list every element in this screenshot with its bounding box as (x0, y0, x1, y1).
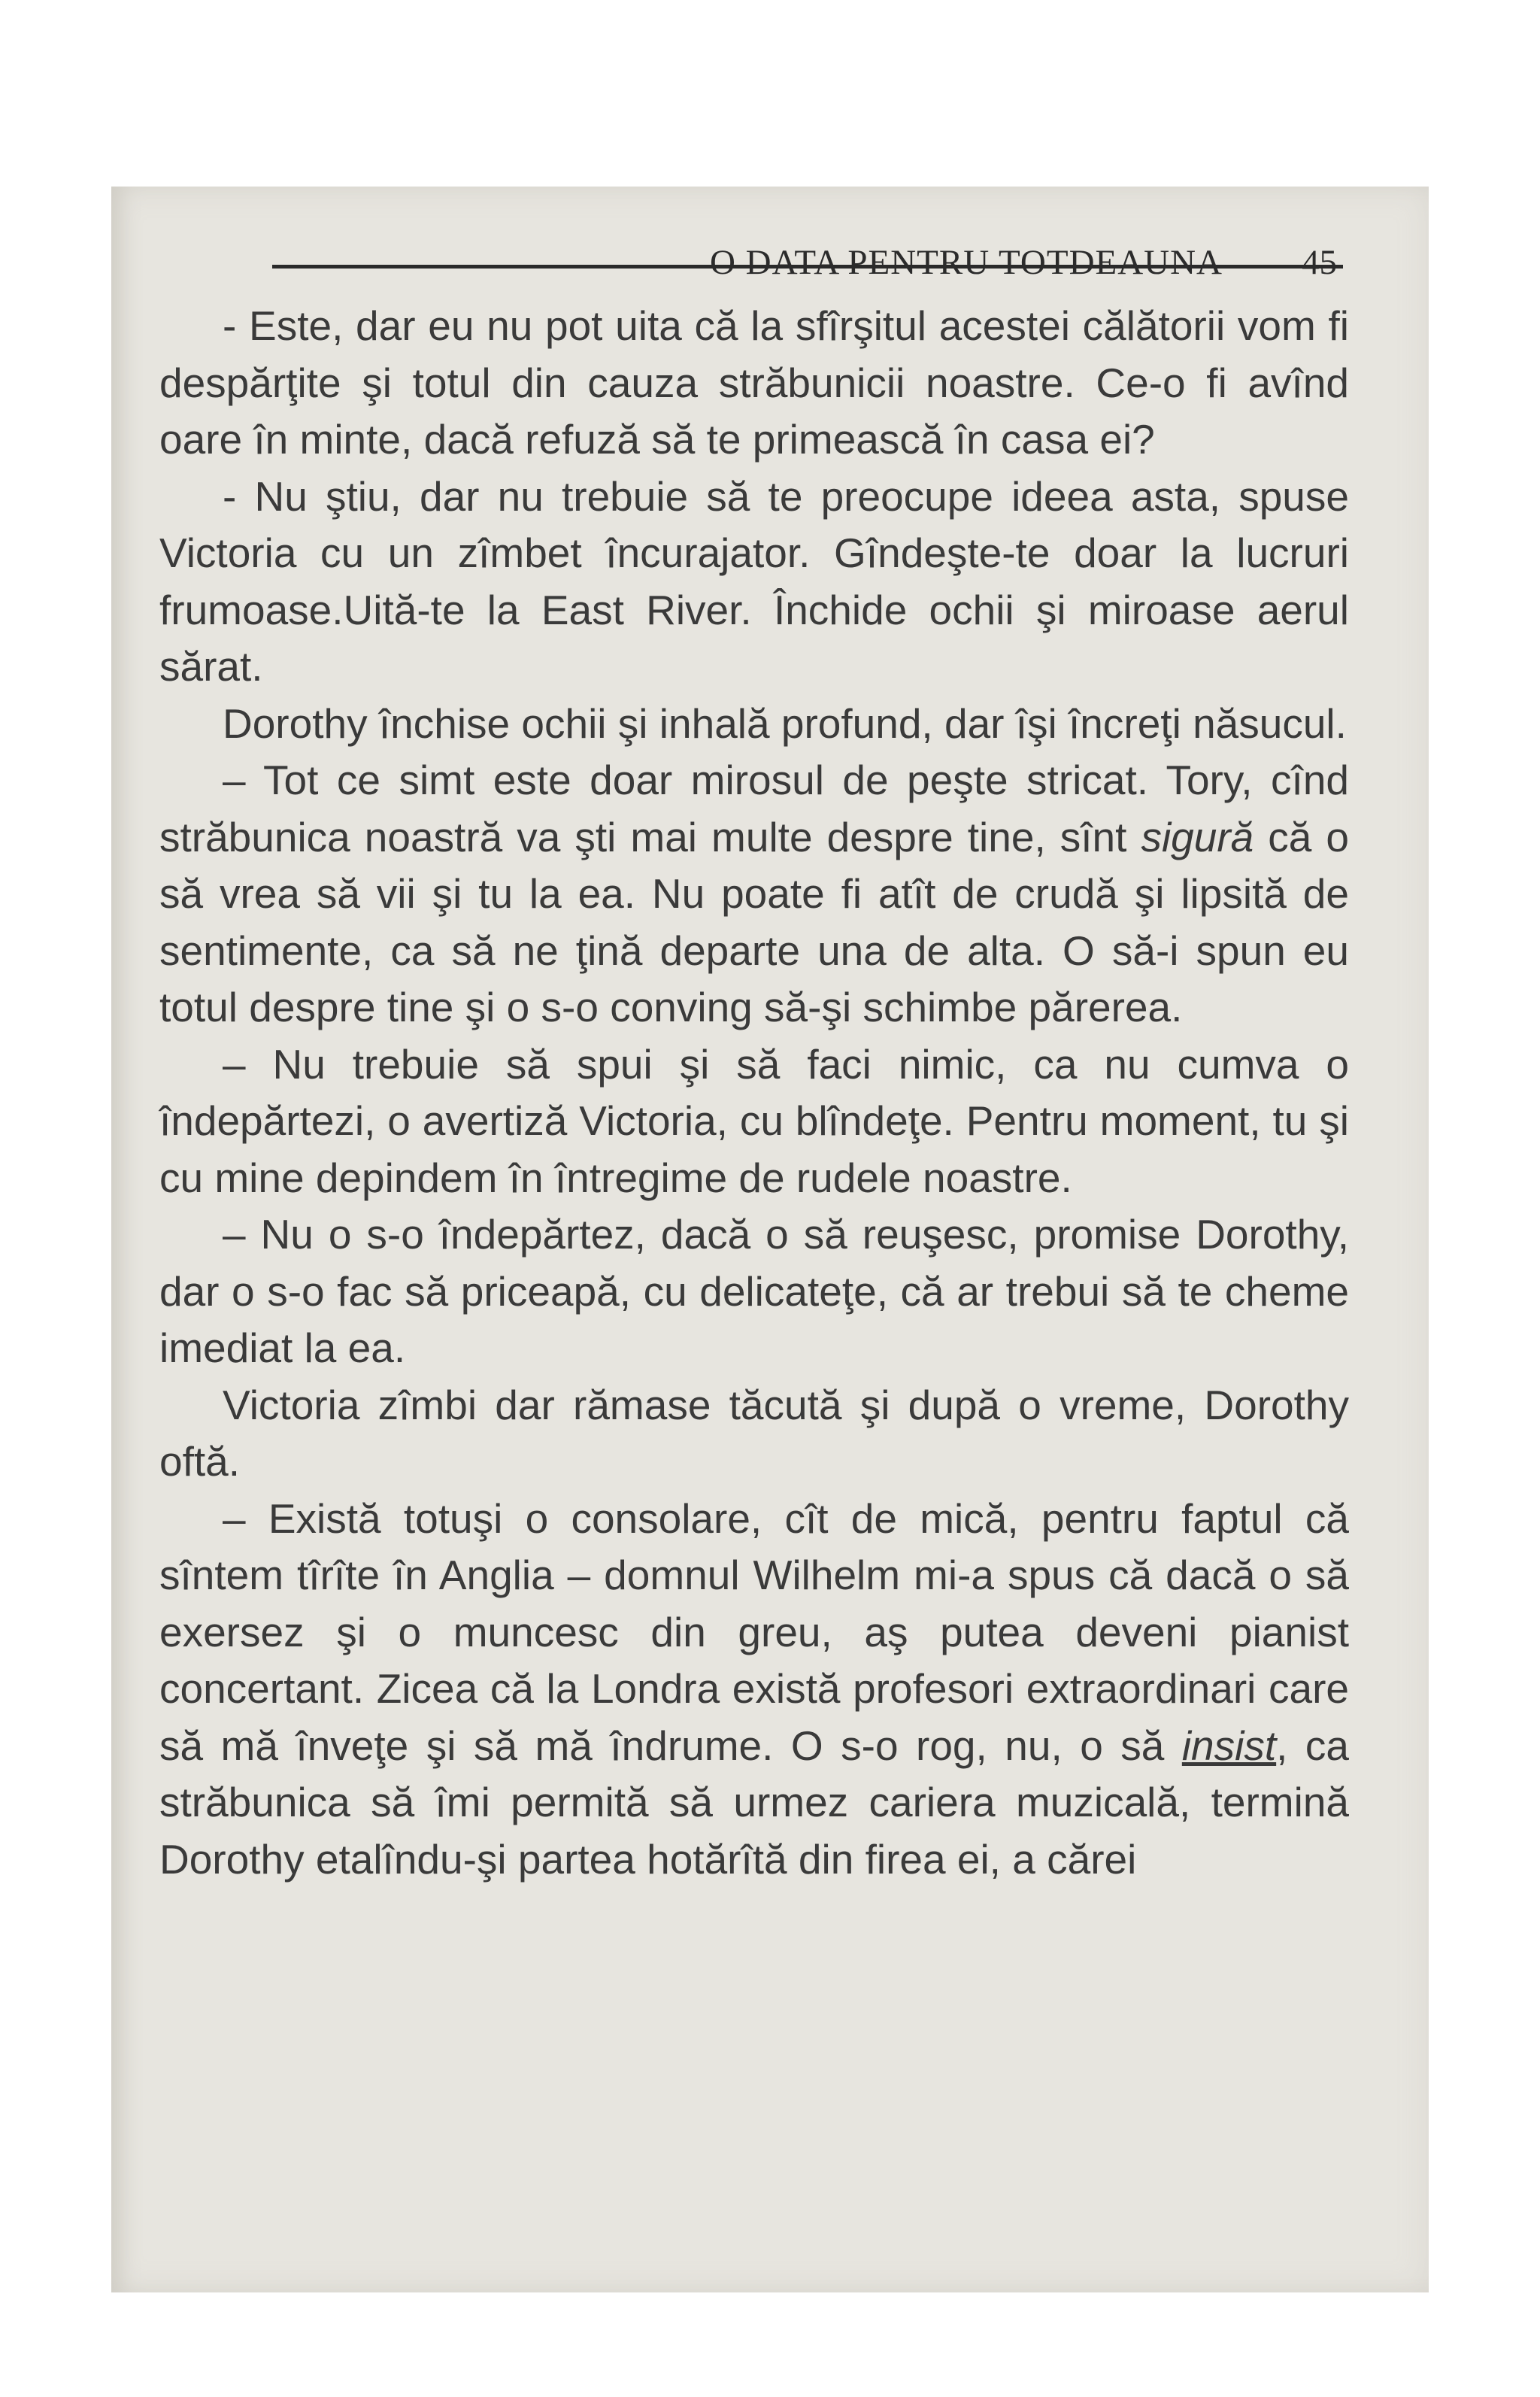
paragraph-text: – Tot ce simt este doar mirosul de peşte stricat. Tory, cînd străbunica noastră va şti mai multe despre tine, sînt (159, 757, 1349, 860)
paragraph-text: că o să vrea să vii şi tu la ea. Nu poate fi atît de crudă şi lipsită de sentimente, ca să ne ţină departe una de alta. O să-i spun eu totul despre tine şi o s-o conving să-şi schimbe părerea. (159, 813, 1349, 1030)
paragraph (159, 1491, 1349, 1889)
paragraph: Victoria zîmbi dar rămase tăcută şi după o vreme, Dorothy oftă. (159, 1381, 1349, 1485)
paragraph (159, 752, 1349, 1036)
emphasized-word: sigură (1141, 813, 1254, 860)
paragraph: – Nu o s-o îndepărtez, dacă o să reuşesc, promise Dorothy, dar o s-o fac să priceapă, cu delicateţe, că ar trebui să te cheme imediat la ea. (159, 1211, 1349, 1371)
page-sheet (111, 187, 1429, 2292)
emphasized-word: insist (1181, 1722, 1277, 1769)
paragraph: Dorothy închise ochii şi inhală profund, dar îşi încreţi năsucul. (223, 699, 1347, 747)
paragraph: - Este, dar eu nu pot uita că la sfîrşitul acestei călătorii vom fi despărţite şi totul din cauza străbunicii noastre. Ce-o fi avînd oare în minte, dacă refuză să te primească în casa ei? (159, 302, 1349, 463)
running-header (272, 212, 1343, 282)
page-number: 45 (1302, 243, 1337, 282)
paragraph-text: – Există totuşi o consolare, cît de mică, pentru faptul că sîntem tîrîte în Anglia – domnul Wilhelm mi-a spus că dacă o să exersez şi o muncesc din greu, aş putea deveni pianist concertant. Zicea că la Londra există profesori extraordinari care să mă înveţe şi să mă îndrume. O s-o rog, nu, o să (159, 1494, 1349, 1769)
body-text (159, 298, 1349, 1888)
paragraph: – Nu trebuie să spui şi să faci nimic, ca nu cumva o îndepărtezi, o avertiză Victoria, cu blîndeţe. Pentru moment, tu şi cu mine depindem în întregime de rudele noastre. (159, 1040, 1349, 1201)
running-title: O DATA PENTRU TOTDEAUNA (709, 243, 1223, 282)
paragraph-text: , ca străbunica să îmi permită să urmez cariera muzicală, termină Dorothy etalîndu-şi partea hotărîtă din firea ei, a cărei (159, 1722, 1349, 1883)
paragraph: - Nu ştiu, dar nu trebuie să te preocupe ideea asta, spuse Victoria cu un zîmbet încurajator. Gîndeşte-te doar la lucruri frumoase.Uită-te la East River. Închide ochii şi miroase aerul sărat. (159, 472, 1349, 690)
